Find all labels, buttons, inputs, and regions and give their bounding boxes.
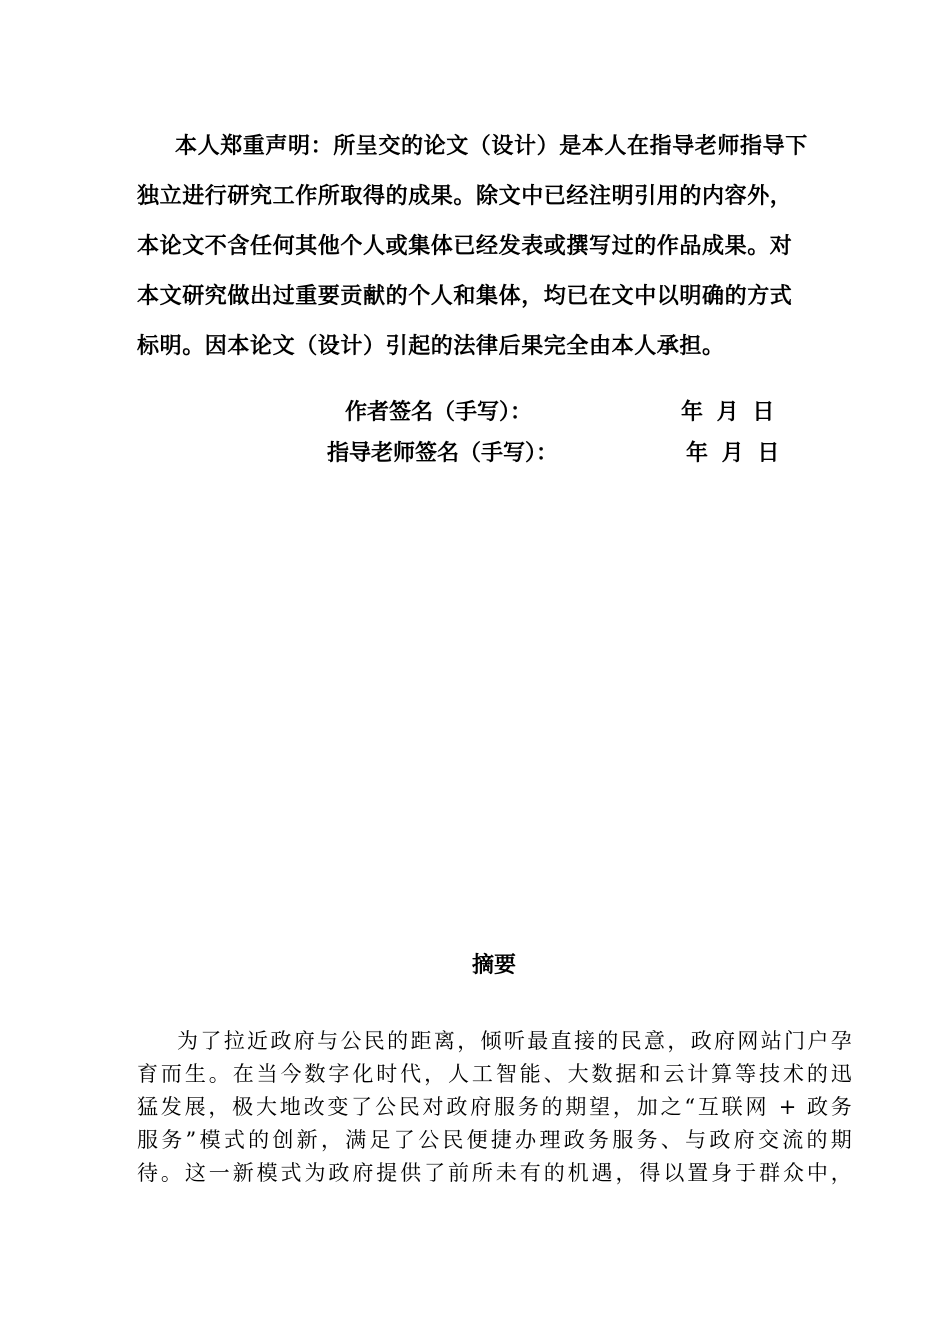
declaration-line: 本文研究做出过重要贡献的个人和集体，均已在文中以明确的方式 xyxy=(137,284,793,309)
abstract-line: 待。这一新模式为政府提供了前所未有的机遇，得以置身于群众中， xyxy=(137,1161,853,1185)
advisor-signature-label: 指导老师签名（手写）： xyxy=(327,441,559,466)
abstract-body xyxy=(137,1025,853,1190)
author-signature-label: 作者签名（手写）： xyxy=(345,400,533,425)
declaration-line: 本论文不含任何其他个人或集体已经发表或撰写过的作品成果。对 xyxy=(137,234,793,259)
abstract-line: 为了拉近政府与公民的距离，倾听最直接的民意，政府网站门户孕 xyxy=(177,1029,853,1053)
advisor-signature-date: 年 月 日 xyxy=(686,441,780,466)
declaration-line: 独立进行研究工作所取得的成果。除文中已经注明引用的内容外， xyxy=(137,184,793,209)
originality-declaration xyxy=(137,122,857,372)
abstract-line: 猛发展，极大地改变了公民对政府服务的期望，加之“互联网 + 政务 xyxy=(137,1095,853,1119)
abstract-title: 摘要 xyxy=(471,953,516,978)
declaration-line: 标明。因本论文（设计）引起的法律后果完全由本人承担。 xyxy=(137,334,725,359)
declaration-line: 本人郑重声明：所呈交的论文（设计）是本人在指导老师指导下 xyxy=(175,134,808,159)
author-signature-date: 年 月 日 xyxy=(681,400,775,425)
abstract-line: 服务”模式的创新，满足了公民便捷办理政务服务、与政府交流的期 xyxy=(137,1128,853,1152)
abstract-line: 育而生。在当今数字化时代，人工智能、大数据和云计算等技术的迅 xyxy=(137,1062,853,1086)
